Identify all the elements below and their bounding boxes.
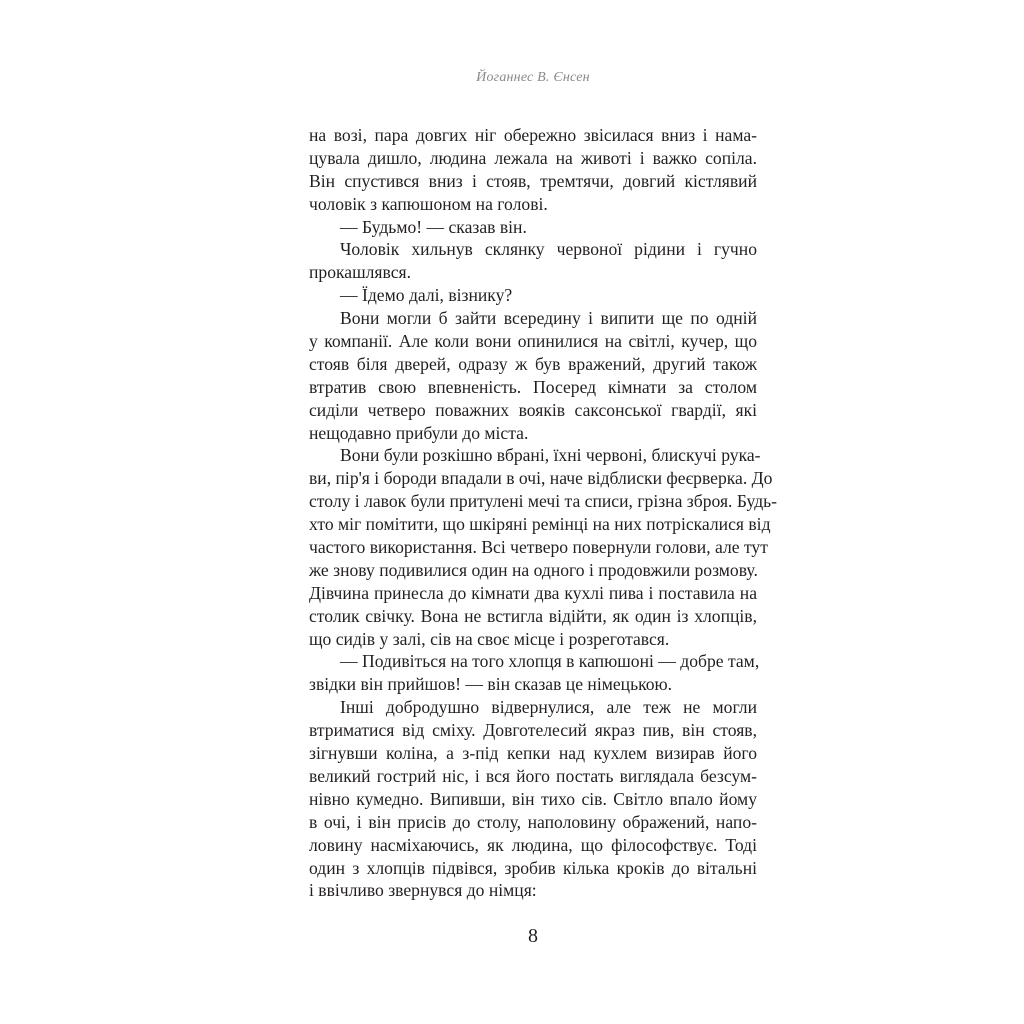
text-line: Чоловік хильнув склянку червоної рідини і гучно — [340, 239, 757, 260]
text-line: нещодавно прибули до міста. — [309, 422, 529, 443]
text-line: столик свічку. Вона не встигла відійти, як один із хлопців, — [309, 605, 757, 626]
running-head: Йоганнес В. Єнсен — [476, 70, 590, 85]
text-line: зігнувши коліна, а з-під кепки над кухлем визирав його — [309, 743, 757, 764]
text-line: у компанії. Але коли вони опинилися на світлі, кучер, що — [309, 331, 757, 352]
text-line: і ввічливо звернувся до німця: — [309, 880, 537, 901]
text-line: Він спустився вниз і стояв, тремтячи, довгий кістлявий — [309, 170, 757, 191]
text-line: — Будьмо! — сказав він. — [340, 216, 527, 237]
text-line: сиділи четверо поважних вояків саксонської гвардії, які — [309, 399, 757, 420]
text-line: ви, пір'я і бороди впадали в очі, наче відблиски феєрверка. До — [309, 468, 773, 489]
text-line: нівно кумедно. Випивши, він тихо сів. Світло впало йому — [309, 788, 757, 809]
text-line: стояв біля дверей, одразу ж був вражений, другий також — [309, 353, 757, 374]
text-line: один з хлопців підвівся, зробив кілька кроків до вітальні — [309, 857, 757, 878]
text-line: ловину насміхаючись, як людина, що філософствує. Тоді — [309, 834, 757, 855]
text-line: чоловік з капюшоном на голові. — [309, 193, 548, 214]
text-line: — Їдемо далі, візнику? — [340, 285, 513, 306]
text-line: частого використання. Всі четверо повернули голови, але тут — [309, 537, 768, 558]
text-line: звідки він прийшов! — він сказав це німецькою. — [309, 674, 673, 695]
text-line: хто міг помітити, що шкіряні ремінці на них потріскалися від — [309, 514, 771, 535]
text-line: — Подивіться на того хлопця в капюшоні — добре там, — [340, 651, 760, 672]
text-line: на возі, пара довгих ніг обережно звісилася вниз і нама- — [309, 125, 757, 145]
text-line: Інші добродушно відвернулися, але теж не могли — [340, 697, 757, 718]
text-line: же знову подивилися один на одного і продовжили розмову. — [309, 559, 758, 580]
text-line: прокашлявся. — [309, 262, 412, 283]
text-line: втриматися від сміху. Довготелесий якраз пив, він стояв, — [309, 720, 757, 741]
text-line: що сидів у залі, сів на своє місце і розреготався. — [309, 628, 670, 649]
text-line: цувала дишло, людина лежала на животі і важко сопіла. — [309, 147, 757, 168]
text-line: Дівчина принесла до кімнати два кухлі пива і поставила на — [309, 582, 757, 603]
body-text — [309, 124, 778, 902]
text-line: Вони могли б зайти всередину і випити ще по одній — [340, 308, 757, 329]
text-line: Вони були розкішно вбрані, їхні червоні, блискучі рука- — [340, 445, 761, 466]
text-line: столу і лавок були притулені мечі та списи, грізна зброя. Будь- — [309, 491, 778, 512]
text-line: в очі, і він присів до столу, наполовину ображений, напо- — [309, 811, 757, 832]
text-line: втратив свою впевненість. Посеред кімнати за столом — [309, 376, 757, 397]
text-line: великий гострий ніс, і вся його постать виглядала безсум- — [309, 765, 757, 786]
page-number: 8 — [528, 925, 538, 947]
